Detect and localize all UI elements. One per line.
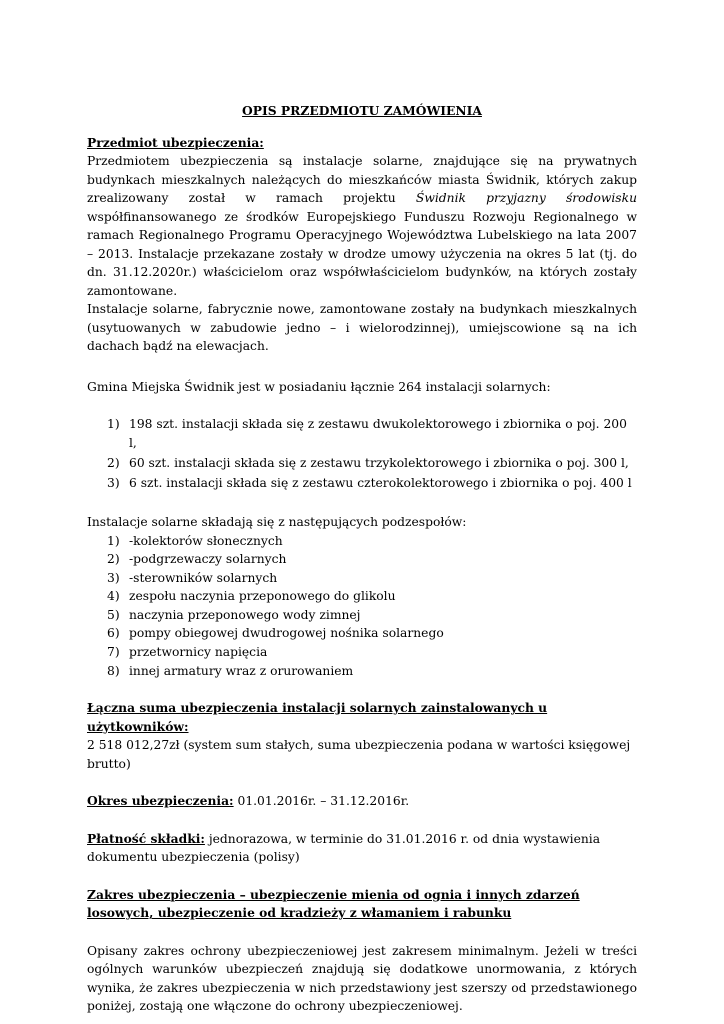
list-text: innej armatury wraz z orurowaniem <box>129 663 354 678</box>
list-item <box>87 624 637 643</box>
project-name: Świdnik przyjazny środowisku <box>415 191 637 205</box>
list-text: -sterowników solarnych <box>129 570 278 585</box>
subject-heading: Przedmiot ubezpieczenia: <box>87 134 264 150</box>
list-text: 198 szt. instalacji składa się z zestawu dwukolektorowego i zbiornika o poj. 200 l, <box>129 417 627 450</box>
payment-label: Płatność składki: <box>87 830 205 846</box>
payment-line <box>87 830 637 867</box>
list-number: 7) <box>107 645 120 660</box>
sum-value: 2 518 012,27zł (system sum stałych, suma ubezpieczenia podana w wartości księgowej brutto) <box>87 738 631 771</box>
installations-list <box>87 415 637 493</box>
components-list <box>87 532 637 681</box>
list-text: -podgrzewaczy solarnych <box>129 552 287 567</box>
period-value: 01.01.2016r. – 31.12.2016r. <box>233 794 410 809</box>
list-item <box>87 606 637 625</box>
list-text: 6 szt. instalacji składa się z zestawu czterokolektorowego i zbiornika o poj. 400 l <box>129 476 632 490</box>
list-number: 3) <box>107 476 120 490</box>
payment-value: jednorazowa, w terminie do 31.01.2016 r. od dnia wystawienia dokumentu ubezpieczenia (polisy) <box>87 831 601 865</box>
list-number: 4) <box>107 589 120 604</box>
installations-count-text: Gmina Miejska Świdnik jest w posiadaniu łącznie 264 instalacji solarnych: <box>87 379 551 394</box>
subject-paragraph-1 <box>87 152 637 300</box>
subject-paragraph-2: Instalacje solarne, fabrycznie nowe, zamontowane zostały na budynkach mieszkalnych (usytuowanych w zabudowie jedno – i wielorodzinnej), umiejscowione są na ich dachach bądź na elewacjach. <box>87 302 637 353</box>
list-number: 1) <box>107 533 120 548</box>
list-number: 5) <box>107 607 120 622</box>
list-text: przetwornicy napięcia <box>129 645 268 660</box>
list-number: 2) <box>107 552 120 567</box>
list-text: naczynia przeponowego wody zimnej <box>129 607 361 622</box>
document-title: OPIS PRZEDMIOTU ZAMÓWIENIA <box>242 103 482 118</box>
list-item <box>87 532 637 551</box>
list-number: 1) <box>107 417 120 431</box>
subject-p1-before: Przedmiotem ubezpieczenia są instalacje solarne, znajdujące się na prywatnych budynkach mieszkalnych należących do mieszkańców miasta Świdnik, których zakup zrealizowany został w ramach projektu <box>87 154 637 205</box>
document-page <box>87 102 637 1016</box>
components-intro: Instalacje solarne składają się z następujących podzespołów: <box>87 515 467 529</box>
list-text: pompy obiegowej dwudrogowej nośnika solarnego <box>129 626 444 641</box>
list-item <box>87 474 637 493</box>
list-item <box>87 569 637 588</box>
list-item <box>87 662 637 681</box>
list-text: zespołu naczynia przeponowego do glikolu <box>129 589 396 604</box>
period-line <box>87 792 637 811</box>
list-text: -kolektorów słonecznych <box>129 533 283 548</box>
list-number: 6) <box>107 626 120 641</box>
list-item <box>87 587 637 606</box>
list-item <box>87 643 637 662</box>
subject-p1-after: współfinansowanego ze środków Europejskiego Funduszu Rozwoju Regionalnego w ramach Regionalnego Programu Operacyjnego Województwa Lubelskiego na lata 2007 – 2013. Instalacje przekazane zostały w drodze umowy użyczenia na okres 5 lat (tj. do dn. 31.12.2020r.) właścicielom oraz współwłaścicielom budynków, na których zostały zamontowane. <box>87 209 637 298</box>
list-item <box>87 454 637 473</box>
scope-text: Opisany zakres ochrony ubezpieczeniowej jest zakresem minimalnym. Jeżeli w treści ogólnych warunków ubezpieczeń znajdują się dodatkowe unormowania, z których wynika, że zakres ubezpieczenia w nich przedstawiony jest szerszy od przedstawionego poniżej, zostają one włączone do ochrony ubezpieczeniowej. <box>87 943 637 1014</box>
list-item <box>87 550 637 569</box>
list-text: 60 szt. instalacji składa się z zestawu trzykolektorowego i zbiornika o poj. 300 l, <box>129 456 629 470</box>
sum-heading: Łączna suma ubezpieczenia instalacji solarnych zainstalowanych u użytkowników: <box>87 700 548 734</box>
list-number: 3) <box>107 570 120 585</box>
list-number: 2) <box>107 456 120 470</box>
period-label: Okres ubezpieczenia: <box>87 793 234 809</box>
scope-heading: Zakres ubezpieczenia – ubezpieczenie mienia od ognia i innych zdarzeń losowych, ubezpieczenie od kradzieży z włamaniem i rabunku <box>87 886 580 921</box>
list-number: 8) <box>107 663 120 678</box>
list-item <box>87 415 637 453</box>
